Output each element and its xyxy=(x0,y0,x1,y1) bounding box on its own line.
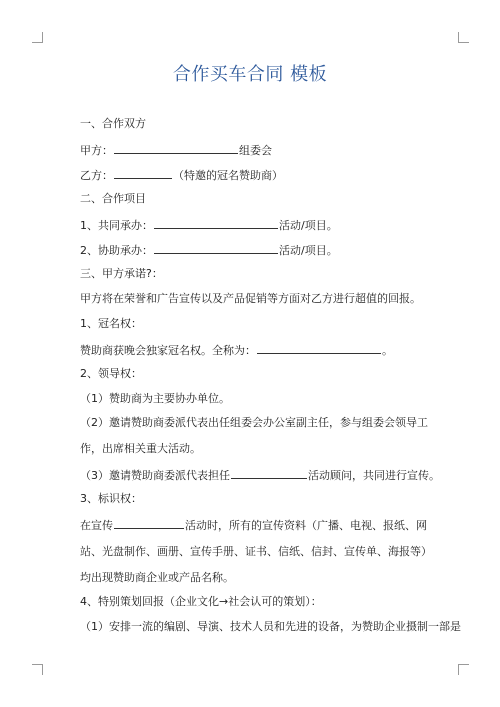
logo-rights-text-b: 活动时，所有的宣传资料（广播、电视、报纸、网站、光盘制作、画册、宣传手册、证书、信纸、信封、宣传单、海报等）均出现赞助商企业或产品名称。 xyxy=(80,519,432,584)
corner-mark-top-left xyxy=(32,32,43,43)
subsection-logo-rights xyxy=(80,492,142,506)
subsection-special-planning: 4、特别策划回报（企业文化→社会认可的策划）： xyxy=(80,595,322,608)
naming-rights-blank xyxy=(257,342,381,354)
party-a-label: 甲方： xyxy=(80,144,113,157)
leadership-item-3-suffix: 活动顾问，共同进行宣传。 xyxy=(308,469,440,482)
logo-rights-text-a: 在宣传 xyxy=(80,519,113,532)
party-b-label: 乙方： xyxy=(80,169,113,182)
project-item-1-suffix: 活动/项目。 xyxy=(279,219,338,232)
logo-rights-paragraph xyxy=(80,513,440,591)
project-item-2-label: 2、协助承办： xyxy=(80,244,153,257)
subsection-leadership: 2、领导权： xyxy=(80,367,142,380)
project-item-1-label: 1、共同承办： xyxy=(80,219,153,232)
project-item-1 xyxy=(80,217,338,233)
leadership-item-3-blank xyxy=(231,467,307,479)
party-a-blank xyxy=(114,142,238,154)
project-item-2-blank xyxy=(154,242,278,254)
special-planning-item-1: （1）安排一流的编剧、导演、技术人员和先进的设备，为赞助企业摄制一部是 xyxy=(80,620,461,633)
corner-mark-bottom-left xyxy=(32,664,43,675)
party-b-suffix: （特邀的冠名赞助商） xyxy=(173,169,283,182)
project-item-1-blank xyxy=(154,217,278,229)
project-item-2-suffix: 活动/项目。 xyxy=(279,244,338,257)
naming-rights-text: 赞助商获晚会独家冠名权。全称为： xyxy=(80,344,256,357)
leadership-item-1: （1）赞助商为主要协办单位。 xyxy=(80,392,230,405)
section-heading-parties: 一、合作双方 xyxy=(80,117,146,130)
leadership-item-3-text: （3）邀请赞助商委派代表担任 xyxy=(80,469,230,482)
party-a-suffix: 组委会 xyxy=(239,144,272,157)
party-b-blank xyxy=(114,167,172,179)
leadership-item-3 xyxy=(80,467,440,483)
corner-mark-top-right xyxy=(458,32,469,43)
naming-rights-paragraph xyxy=(80,342,393,358)
logo-rights-blank xyxy=(114,517,184,529)
subsection-logo-rights-text: 3、标识权： xyxy=(80,492,142,505)
document-title: 合作买车合同 模板 xyxy=(172,64,328,85)
section-heading-projects: 二、合作项目 xyxy=(80,192,146,205)
corner-mark-bottom-right xyxy=(458,664,469,675)
party-a-line xyxy=(80,142,272,158)
project-item-2 xyxy=(80,242,338,258)
naming-rights-end: 。 xyxy=(382,344,393,357)
subsection-naming-rights: 1、冠名权： xyxy=(80,317,142,330)
commitments-paragraph: 甲方将在荣誉和广告宣传以及产品促销等方面对乙方进行超值的回报。 xyxy=(80,292,421,305)
leadership-item-2: （2）邀请赞助商委派代表出任组委会办公室副主任，参与组委会领导工作，出席相关重大活动。 xyxy=(80,416,428,455)
section-heading-commitments: 三、甲方承诺?： xyxy=(80,267,163,280)
party-b-line xyxy=(80,167,283,183)
